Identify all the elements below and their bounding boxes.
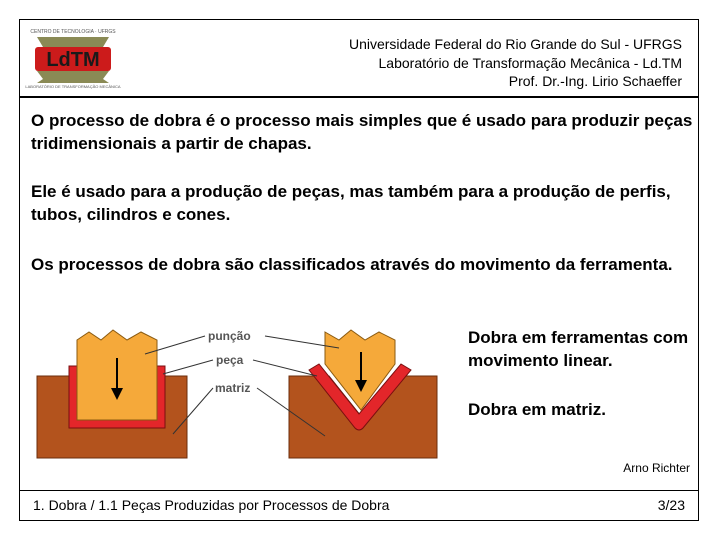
label-punch: punção <box>208 329 251 343</box>
note-die-bending: Dobra em matriz. <box>468 400 606 419</box>
label-die: matriz <box>215 381 251 395</box>
professor-line: Prof. Dr.-Ing. Lirio Schaeffer <box>508 73 682 89</box>
logo-bottom-text: LABORATÓRIO DE TRANSFORMAÇÃO MECÂNICA <box>25 84 121 89</box>
institution-line: Universidade Federal do Rio Grande do Sul - UFRGS <box>348 36 682 52</box>
logo-top-text: CENTRO DE TECNOLOGIA · UFRGS <box>30 29 116 35</box>
logo-name: LdTM <box>46 49 100 71</box>
logo-emblem-bottom <box>37 71 109 83</box>
institution-block <box>349 35 682 91</box>
v-die-bending-tool <box>289 330 437 458</box>
footer-section-title: 1. Dobra / 1.1 Peças Produzidas por Processos de Dobra <box>33 497 390 513</box>
page-number: 3/23 <box>657 497 685 513</box>
paragraph-intro: O processo de dobra é o processo mais simples que é usado para produzir peças tridimensionais a partir de chapas. <box>31 111 693 153</box>
author-credit: Arno Richter <box>623 461 690 475</box>
paragraph-classification: Os processos de dobra são classificados através do movimento da ferramenta. <box>31 255 673 274</box>
label-part: peça <box>216 353 244 367</box>
paragraph-usage: Ele é usado para a produção de peças, mas também para a produção de perfis, tubos, cilindros e cones. <box>31 182 671 224</box>
linear-bending-tool <box>37 330 187 458</box>
ldtm-logo <box>25 25 121 90</box>
bending-tools-figure <box>33 318 445 466</box>
lab-line: Laboratório de Transformação Mecânica - Ld.TM <box>378 54 682 71</box>
note-linear-tools: Dobra em ferramentas com movimento linear. <box>468 328 689 370</box>
